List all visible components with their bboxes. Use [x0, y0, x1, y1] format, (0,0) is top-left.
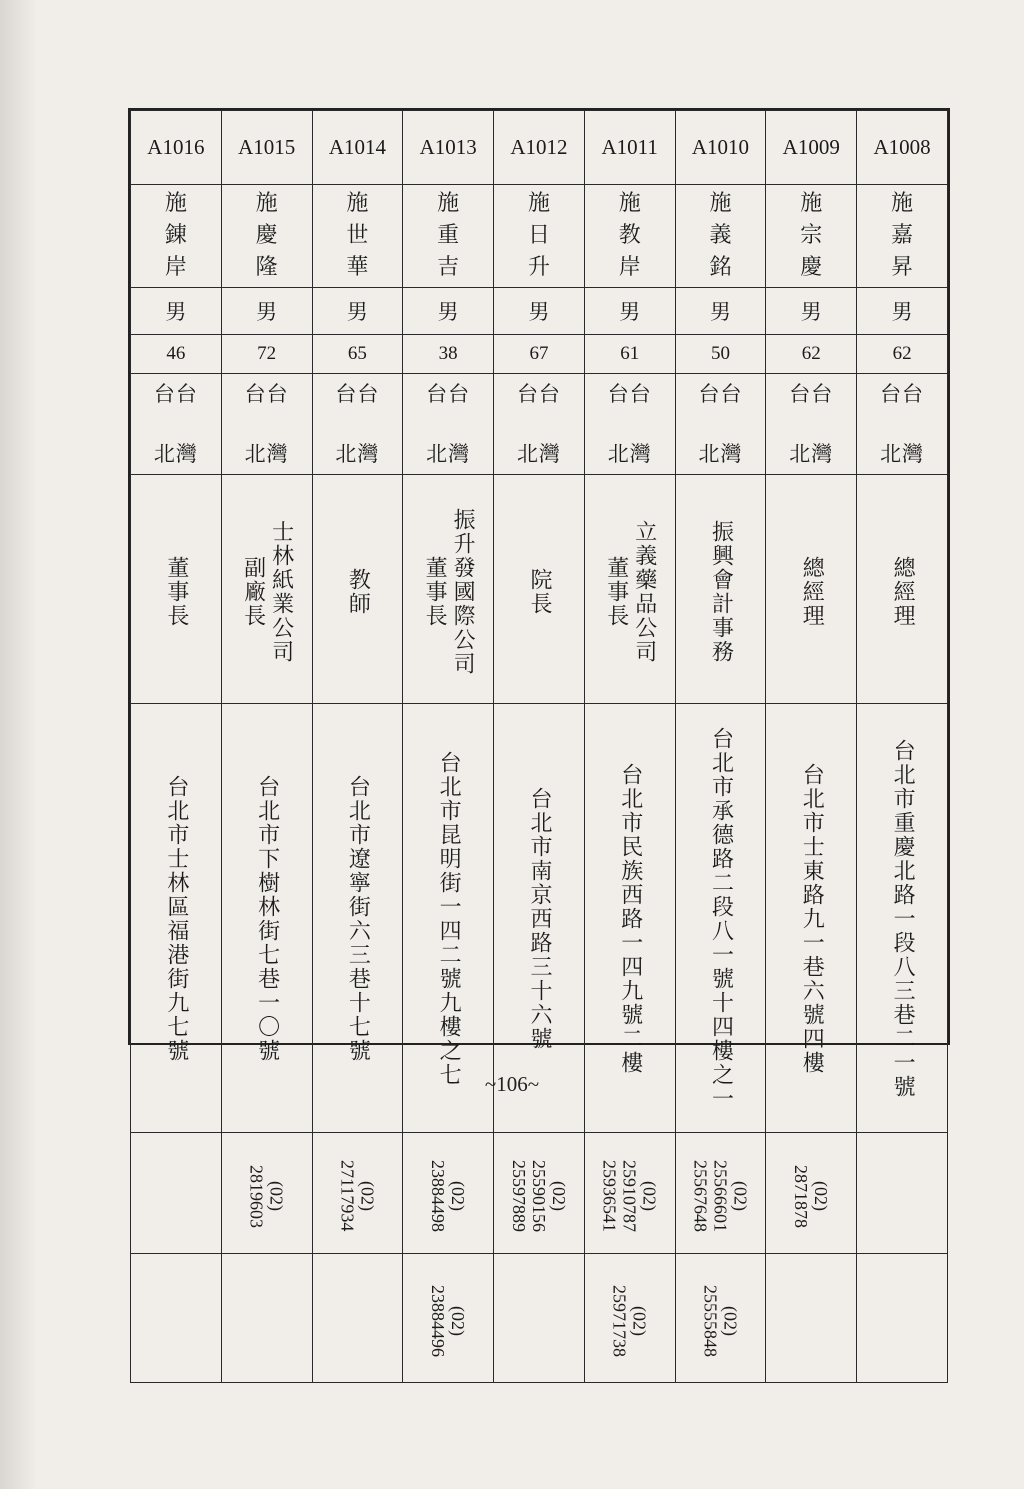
cell-id — [584, 111, 675, 185]
member-occupation: 教師 — [345, 568, 371, 616]
member-birthplace — [494, 374, 584, 474]
member-address: 台北市士林區福港街九七號 — [163, 775, 189, 1063]
member-phone-1: (02) 25590156 25597889 — [508, 1160, 569, 1232]
name-char: 重 — [437, 223, 460, 248]
cell-occupation — [494, 475, 585, 704]
birthplace-line: 台台 — [426, 382, 471, 406]
cell-id — [403, 111, 494, 185]
birthplace-line: 北灣 — [789, 442, 834, 466]
name-char: 施 — [255, 191, 278, 216]
cell-name — [675, 185, 766, 288]
cell-sex — [494, 288, 585, 335]
cell-id — [494, 111, 585, 185]
member-name — [131, 185, 221, 287]
member-occupation: 董事長 — [163, 556, 189, 628]
name-char: 義 — [709, 223, 732, 248]
name-char: 施 — [800, 191, 823, 216]
member-age: 62 — [892, 343, 912, 364]
member-name — [403, 185, 493, 287]
name-char: 升 — [527, 255, 550, 280]
member-birthplace — [676, 374, 766, 474]
cell-age — [857, 335, 948, 374]
cell-address — [312, 704, 403, 1133]
row-id — [131, 111, 948, 185]
cell-sex — [221, 288, 312, 335]
member-birthplace — [585, 374, 675, 474]
member-age: 67 — [529, 343, 549, 364]
member-name — [313, 185, 403, 287]
cell-name — [766, 185, 857, 288]
member-age: 50 — [710, 343, 730, 364]
page-edge-shadow — [0, 0, 38, 1489]
cell-phone-2 — [584, 1254, 675, 1383]
cell-id — [675, 111, 766, 185]
birthplace-line: 台台 — [789, 382, 834, 406]
member-phone-1: (02) 2819603 — [246, 1164, 287, 1228]
cell-sex — [766, 288, 857, 335]
cell-occupation — [312, 475, 403, 704]
cell-name — [584, 185, 675, 288]
cell-age — [584, 335, 675, 374]
cell-id — [312, 111, 403, 185]
cell-phone-2 — [766, 1254, 857, 1383]
page-number: ~106~ — [484, 1072, 540, 1096]
name-char: 施 — [618, 191, 641, 216]
cell-name — [494, 185, 585, 288]
cell-age — [766, 335, 857, 374]
cell-age — [494, 335, 585, 374]
name-char: 慶 — [255, 223, 278, 248]
cell-phone-1 — [766, 1133, 857, 1254]
cell-phone-1 — [494, 1133, 585, 1254]
cell-age — [403, 335, 494, 374]
cell-address — [494, 704, 585, 1133]
cell-phone-1 — [857, 1133, 948, 1254]
cell-birthplace — [675, 374, 766, 475]
birthplace-line: 台台 — [516, 382, 561, 406]
name-char: 日 — [527, 223, 550, 248]
name-char: 施 — [709, 191, 732, 216]
row-age — [131, 335, 948, 374]
member-occupation: 總經理 — [890, 556, 916, 628]
member-address: 台北市南京西路三十六號 — [526, 787, 552, 1051]
cell-age — [675, 335, 766, 374]
member-phone-1: (02) 25910787 25936541 — [599, 1160, 660, 1232]
cell-age — [221, 335, 312, 374]
member-sex: 男 — [800, 300, 822, 324]
member-phone-2: (02) 23884496 — [428, 1285, 469, 1357]
cell-phone-2 — [312, 1254, 403, 1383]
member-name — [585, 185, 675, 287]
cell-phone-2 — [221, 1254, 312, 1383]
member-id: A1009 — [782, 135, 840, 159]
cell-sex — [584, 288, 675, 335]
member-phone-2: (02) 25555848 — [700, 1285, 741, 1357]
member-phone-1: (02) 25566601 25567648 — [690, 1160, 751, 1232]
member-name — [766, 185, 856, 287]
member-sex: 男 — [709, 300, 731, 324]
member-occupation: 立義藥品公司 董事長 — [603, 520, 657, 664]
cell-occupation — [675, 475, 766, 704]
cell-sex — [312, 288, 403, 335]
name-char: 宗 — [800, 223, 823, 248]
member-birthplace — [222, 374, 312, 474]
member-age: 62 — [801, 343, 821, 364]
cell-address — [403, 704, 494, 1133]
cell-occupation — [403, 475, 494, 704]
row-phone-1 — [131, 1133, 948, 1254]
cell-phone-1 — [221, 1133, 312, 1254]
cell-name — [857, 185, 948, 288]
cell-phone-2 — [403, 1254, 494, 1383]
member-birthplace — [857, 374, 947, 474]
name-char: 隆 — [255, 255, 278, 280]
member-id: A1015 — [238, 135, 296, 159]
cell-birthplace — [403, 374, 494, 475]
member-occupation: 振升發國際公司 董事長 — [422, 508, 476, 676]
birthplace-line: 北灣 — [516, 442, 561, 466]
cell-birthplace — [766, 374, 857, 475]
member-id: A1008 — [873, 135, 931, 159]
cell-age — [131, 335, 222, 374]
member-sex: 男 — [619, 300, 641, 324]
member-address: 台北市下樹林街七巷一〇號 — [254, 775, 280, 1063]
cell-sex — [857, 288, 948, 335]
cell-address — [857, 704, 948, 1133]
cell-phone-1 — [312, 1133, 403, 1254]
member-birthplace — [403, 374, 493, 474]
member-id: A1010 — [691, 135, 750, 159]
cell-birthplace — [312, 374, 403, 475]
cell-birthplace — [494, 374, 585, 475]
cell-phone-2 — [857, 1254, 948, 1383]
cell-birthplace — [131, 374, 222, 475]
birthplace-line: 台台 — [244, 382, 289, 406]
name-char: 錬 — [164, 223, 187, 248]
row-birthplace — [131, 374, 948, 475]
birthplace-line: 北灣 — [153, 442, 198, 466]
member-phone-1: (02) 23884498 — [428, 1160, 469, 1232]
member-birthplace — [766, 374, 856, 474]
name-char: 華 — [346, 255, 369, 280]
name-char: 施 — [891, 191, 914, 216]
member-age: 38 — [438, 343, 458, 364]
name-char: 施 — [527, 191, 550, 216]
cell-birthplace — [584, 374, 675, 475]
name-char: 銘 — [709, 255, 732, 280]
member-address: 台北市士東路九一巷六號四樓 — [799, 763, 825, 1075]
birthplace-line: 北灣 — [426, 442, 471, 466]
member-age: 46 — [166, 343, 186, 364]
cell-name — [221, 185, 312, 288]
cell-name — [312, 185, 403, 288]
member-occupation: 振興會計事務 — [708, 520, 734, 664]
birthplace-line: 北灣 — [880, 442, 925, 466]
cell-id — [857, 111, 948, 185]
name-char: 嘉 — [891, 223, 914, 248]
member-id: A1011 — [601, 135, 658, 159]
cell-id — [131, 111, 222, 185]
member-occupation: 士林紙業公司 副廠長 — [240, 520, 294, 664]
member-id: A1012 — [510, 135, 568, 159]
birthplace-line: 台台 — [153, 382, 198, 406]
cell-age — [312, 335, 403, 374]
name-char: 施 — [164, 191, 187, 216]
row-occupation — [131, 475, 948, 704]
cell-name — [131, 185, 222, 288]
roster-table — [130, 110, 948, 1383]
member-sex: 男 — [437, 300, 459, 324]
member-name — [857, 185, 947, 287]
row-sex — [131, 288, 948, 335]
member-sex: 男 — [346, 300, 368, 324]
name-char: 吉 — [437, 255, 460, 280]
member-id: A1014 — [328, 135, 386, 159]
name-char: 教 — [618, 223, 641, 248]
birthplace-line: 台台 — [607, 382, 652, 406]
cell-phone-2 — [675, 1254, 766, 1383]
cell-name — [403, 185, 494, 288]
cell-address — [675, 704, 766, 1133]
cell-phone-1 — [403, 1133, 494, 1254]
cell-sex — [675, 288, 766, 335]
name-char: 岸 — [618, 255, 641, 280]
member-sex: 男 — [256, 300, 278, 324]
cell-birthplace — [857, 374, 948, 475]
cell-phone-2 — [131, 1254, 222, 1383]
member-id: A1016 — [147, 135, 205, 159]
name-char: 慶 — [800, 255, 823, 280]
member-birthplace — [131, 374, 221, 474]
cell-occupation — [131, 475, 222, 704]
member-address: 台北市民族西路一四九號二樓 — [617, 763, 643, 1075]
birthplace-line: 北灣 — [244, 442, 289, 466]
cell-sex — [403, 288, 494, 335]
member-phone-1: (02) 27117934 — [337, 1160, 378, 1232]
birthplace-line: 北灣 — [335, 442, 380, 466]
member-address: 台北市遼寧街六三巷十七號 — [345, 775, 371, 1063]
cell-address — [221, 704, 312, 1133]
member-address: 台北市承德路二段八一號十四樓之一 — [708, 727, 734, 1111]
member-name — [494, 185, 584, 287]
member-id: A1013 — [419, 135, 477, 159]
member-age: 61 — [620, 343, 640, 364]
member-birthplace — [313, 374, 403, 474]
cell-address — [584, 704, 675, 1133]
birthplace-line: 台台 — [335, 382, 380, 406]
member-occupation: 院長 — [526, 568, 552, 616]
name-char: 施 — [437, 191, 460, 216]
cell-occupation — [857, 475, 948, 704]
cell-phone-1 — [675, 1133, 766, 1254]
name-char: 施 — [346, 191, 369, 216]
cell-birthplace — [221, 374, 312, 475]
birthplace-line: 台台 — [880, 382, 925, 406]
birthplace-line: 台台 — [698, 382, 743, 406]
member-address: 台北市重慶北路一段八三巷二一號 — [890, 739, 916, 1099]
member-name — [676, 185, 766, 287]
name-char: 世 — [346, 223, 369, 248]
member-age: 65 — [347, 343, 367, 364]
name-char: 岸 — [164, 255, 187, 280]
member-name — [222, 185, 312, 287]
cell-address — [766, 704, 857, 1133]
cell-phone-1 — [584, 1133, 675, 1254]
cell-sex — [131, 288, 222, 335]
member-occupation: 總經理 — [799, 556, 825, 628]
cell-occupation — [584, 475, 675, 704]
member-sex: 男 — [891, 300, 913, 324]
birthplace-line: 北灣 — [698, 442, 743, 466]
row-address — [131, 704, 948, 1133]
row-name — [131, 185, 948, 288]
cell-occupation — [221, 475, 312, 704]
member-sex: 男 — [165, 300, 187, 324]
cell-address — [131, 704, 222, 1133]
member-phone-1: (02) 2871878 — [791, 1164, 832, 1228]
birthplace-line: 北灣 — [607, 442, 652, 466]
name-char: 昇 — [891, 255, 914, 280]
cell-id — [221, 111, 312, 185]
cell-id — [766, 111, 857, 185]
row-phone-2 — [131, 1254, 948, 1383]
cell-occupation — [766, 475, 857, 704]
cell-phone-1 — [131, 1133, 222, 1254]
member-phone-2: (02) 25971738 — [609, 1285, 650, 1357]
member-address: 台北市昆明街一四二號九樓之七 — [436, 751, 462, 1087]
member-age: 72 — [257, 343, 277, 364]
cell-phone-2 — [494, 1254, 585, 1383]
member-sex: 男 — [528, 300, 550, 324]
